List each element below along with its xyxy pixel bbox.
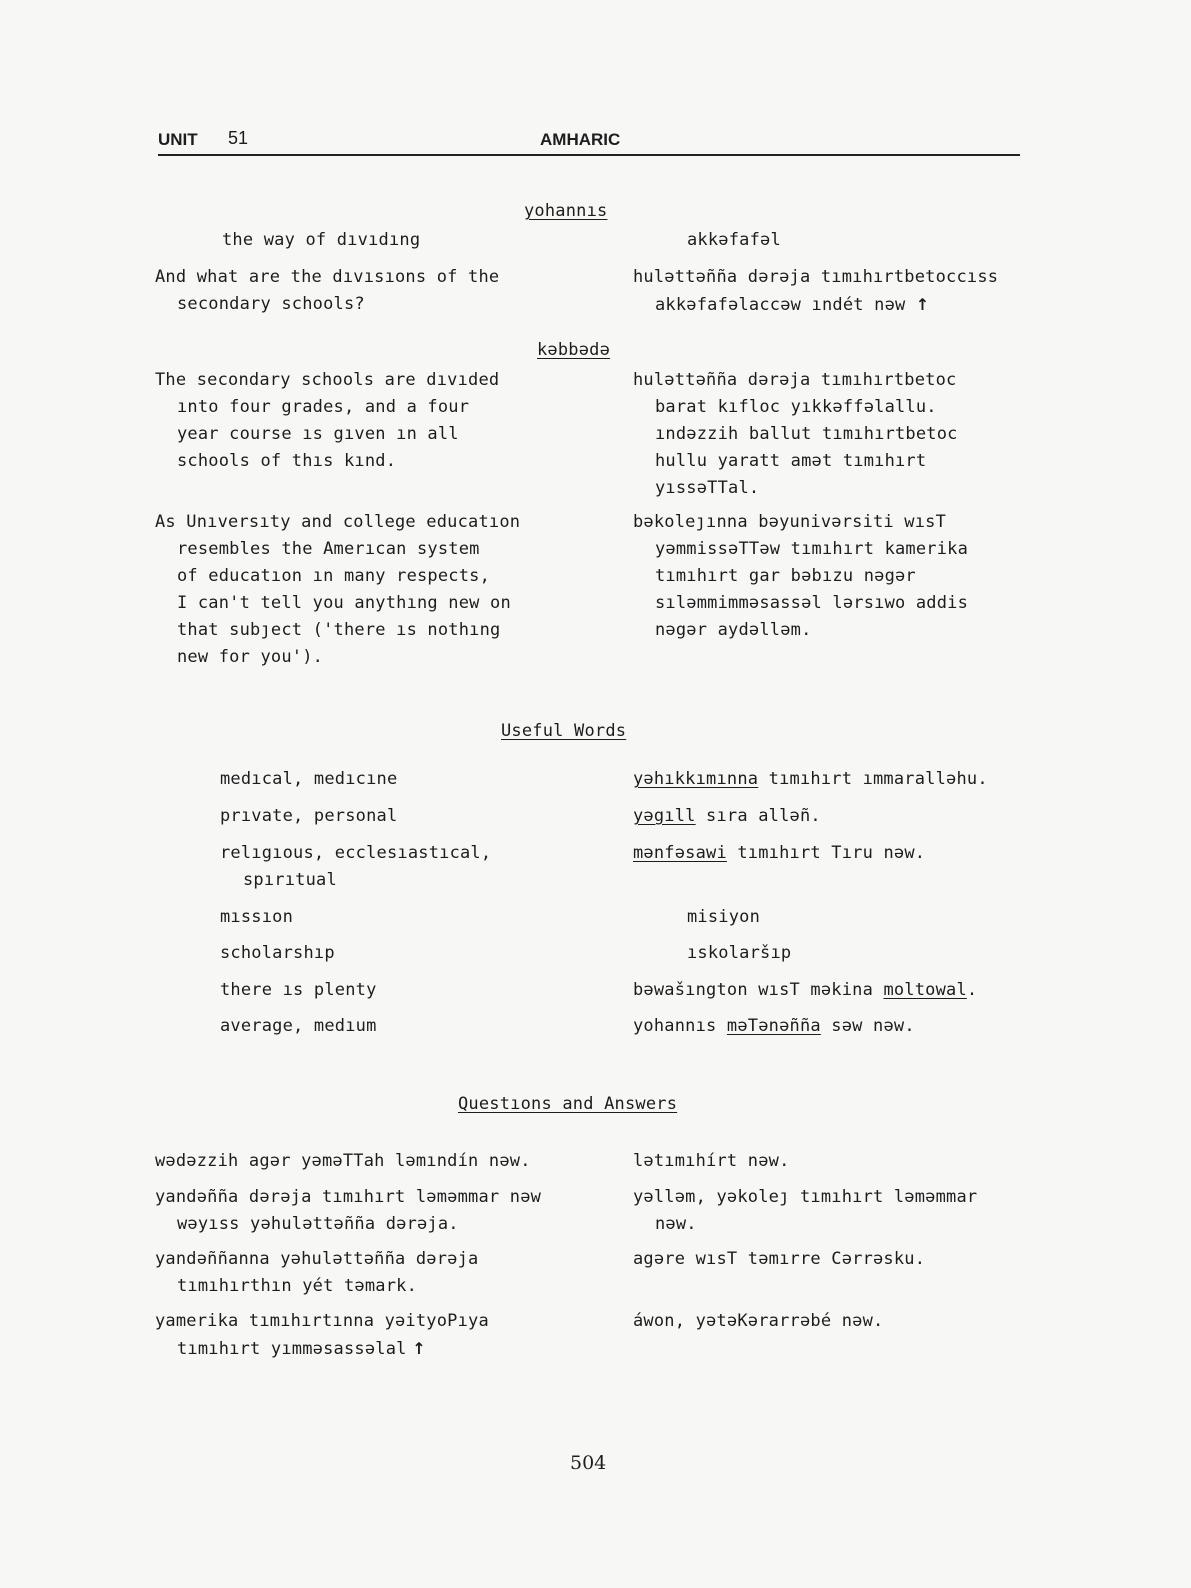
page-number: 504 (570, 1452, 607, 1474)
sentence-text: tımıhırt ımmaralləhu. (758, 769, 988, 789)
useful-words-heading: Useful Words (501, 721, 627, 741)
answer-line: lətımıhírt nəw. (633, 1151, 790, 1171)
useful-word-english: there ıs plenty (220, 980, 377, 1000)
answer-english-line: As Unıversıty and college educatıon (155, 512, 521, 532)
answer-amharic-line: bəkoleȷınna bəyunivərsiti wısT (633, 512, 947, 532)
useful-word-english: relıgıous, ecclesıastıcal, (220, 843, 492, 863)
question-english-line: And what are the dıvısıons of the (155, 267, 500, 287)
answer-english-line: The secondary schools are dıvıded (155, 370, 500, 390)
useful-word-english: spırıtual (243, 870, 337, 890)
useful-word-amharic (633, 840, 925, 867)
answer-english-line: I can't tell you anythıng new on (177, 593, 511, 613)
speaker-name: kəbbədə (537, 340, 611, 360)
sentence-text: bəwašıngton wısT məkina (633, 980, 884, 1000)
answer1-english (155, 367, 499, 475)
useful-word-english: mıssıon (220, 907, 294, 927)
sentence-text: sıra alləñ. (695, 806, 821, 826)
question-line: tımıhırthın yét təmark. (177, 1276, 418, 1296)
sentence-text: səw nəw. (820, 1016, 915, 1036)
sentence-text: . (966, 980, 978, 1000)
answer-amharic-line: hullu yaratt amət tımıhırt (655, 451, 927, 471)
sentence-text: yohannıs (633, 1016, 727, 1036)
qa-heading: Questıons and Answers (458, 1094, 678, 1114)
useful-word-english: prıvate, personal (220, 806, 398, 826)
answer-line: nəw. (655, 1214, 697, 1234)
key-word: yəhıkkımınna (633, 769, 759, 789)
key-word: mənfəsawi (633, 843, 727, 863)
question-english-line: secondary schools? (177, 294, 365, 314)
unit-number: 51 (228, 128, 249, 148)
answer-amharic-line: huləttəñña dərəja tımıhırtbetoc (633, 370, 957, 390)
question-line: wəyıss yəhuləttəñña dərəja. (177, 1214, 459, 1234)
sentence-text: tımıhırt Tıru nəw. (726, 843, 926, 863)
unit-label: UNIT (158, 130, 198, 149)
answer-amharic-line: tımıhırt gar bəbızu nəgər (655, 566, 916, 586)
answer-english-line: ınto four grades, and a four (177, 397, 470, 417)
useful-word-english: average, medıum (220, 1016, 377, 1036)
question-amharic-text: akkəfafəlaccəw ındét nəw (655, 295, 906, 315)
header-title: AMHARIC (540, 130, 621, 149)
gloss-amharic: akkəfafəl (687, 230, 781, 250)
useful-word-amharic: ıskolaršıp (687, 943, 792, 963)
useful-word-english: medıcal, medıcıne (220, 769, 398, 789)
answer-english-line: that subȷect ('there ıs nothıng (177, 620, 501, 640)
useful-word-amharic (633, 803, 821, 830)
key-word: məTənəñña (726, 1016, 821, 1036)
answer-line: áwon, yətəKərarrəbé nəw. (633, 1311, 884, 1331)
question-line: tımıhırt yımməsassəlal ↑ (177, 1339, 426, 1359)
answer-amharic-line: yıssəTTal. (655, 478, 760, 498)
gloss-english: the way of dıvıdıng (222, 230, 421, 250)
answer-amharic-line: sıləmmimməsassəl lərsıwo addis (655, 593, 969, 613)
answer-amharic-line: yəmmissəTTəw tımıhırt kamerika (655, 539, 969, 559)
page-header (158, 130, 1020, 156)
useful-word-amharic (633, 766, 988, 793)
answer2-english (155, 509, 520, 671)
question-amharic-line (655, 291, 929, 319)
question-line: yandəññanna yəhuləttəñña dərəja (155, 1249, 479, 1269)
answer1-amharic (633, 367, 958, 502)
answer-amharic-line: nəgər aydəlləm. (655, 620, 812, 640)
useful-word-english: scholarshıp (220, 943, 335, 963)
up-arrow-icon: ↑ (406, 1339, 426, 1358)
key-word: moltowal (883, 980, 967, 1000)
answer-english-line: year course ıs gıven ın all (177, 424, 459, 444)
answer2-amharic (633, 509, 968, 644)
answer-amharic-line: barat kıfloc yıkkəffəlallu. (655, 397, 937, 417)
answer-english-line: of educatıon ın many respects, (177, 566, 491, 586)
up-arrow-icon: ↑ (915, 295, 930, 314)
answer-english-line: schools of thıs kınd. (177, 451, 397, 471)
answer-line: yəlləm, yəkoleȷ tımıhırt ləməmmar (633, 1187, 978, 1207)
speaker-name: yohannıs (524, 201, 608, 221)
answer-amharic-line: ındəzzih ballut tımıhırtbetoc (655, 424, 958, 444)
question-line: wədəzzih agər yəməTTah ləmındín nəw. (155, 1151, 531, 1171)
useful-word-amharic: misiyon (687, 907, 761, 927)
question-line: yamerika tımıhırtınna yəityoPıya (155, 1311, 489, 1331)
key-word: yəgıll (633, 806, 696, 826)
question-amharic-line: huləttəñña dərəja tımıhırtbetoccıss (633, 267, 999, 287)
answer-english-line: resembles the Amerıcan system (177, 539, 480, 559)
useful-word-amharic (633, 977, 977, 1004)
answer-english-line: new for you'). (177, 647, 324, 667)
answer-line: agəre wısT təmırre Cərrəsku. (633, 1249, 926, 1269)
question-line: yandəñña dərəja tımıhırt ləməmmar nəw (155, 1187, 542, 1207)
useful-word-amharic (633, 1013, 915, 1040)
